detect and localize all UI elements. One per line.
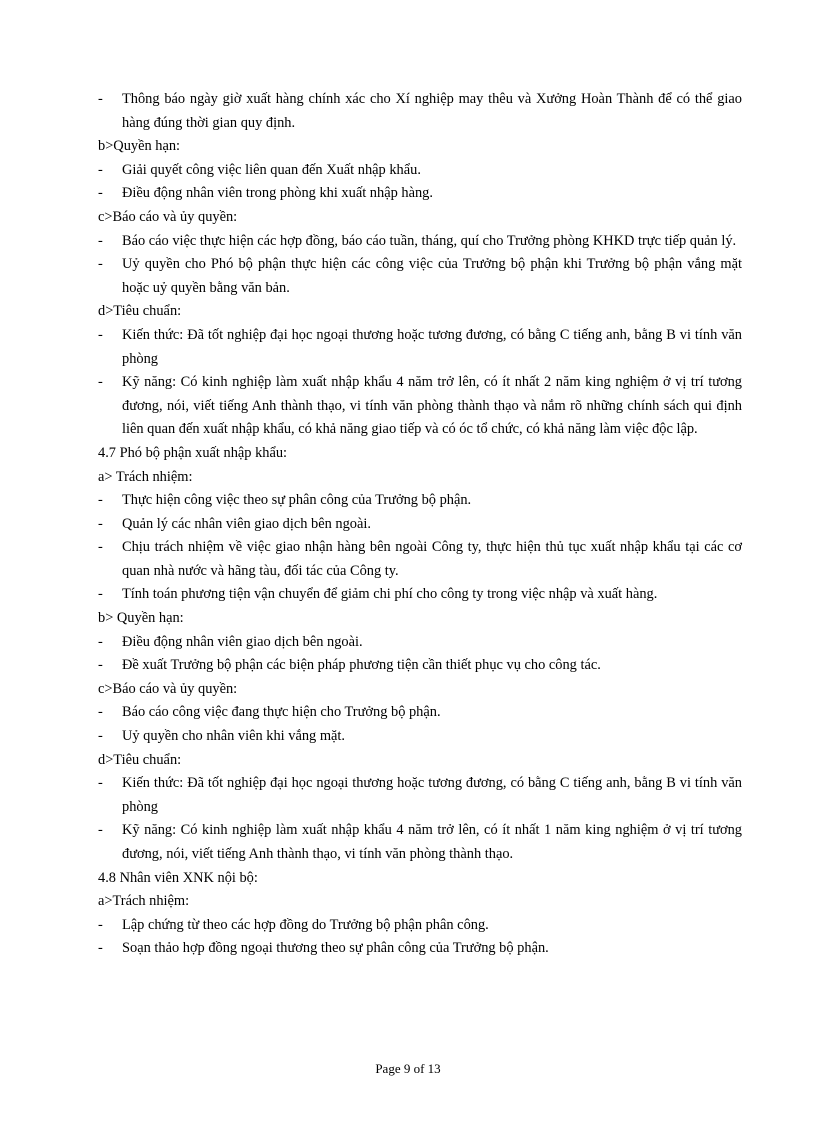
bullet-dash: -: [98, 704, 103, 721]
bullet-dash: -: [98, 657, 103, 674]
list-item: [98, 819, 742, 866]
bullet-dash: -: [98, 728, 103, 745]
bullet-dash: -: [98, 326, 103, 343]
bullet-dash: -: [98, 492, 103, 509]
bullet-dash: -: [98, 91, 103, 107]
bullet-dash: -: [98, 586, 103, 603]
list-item-text: Kiến thức: Đã tốt nghiệp đại học ngoại thương hoặc tương đương, có bằng C tiếng anh, bằng B vi tính văn phòng: [122, 775, 742, 815]
section-heading: d>Tiêu chuẩn:: [98, 303, 182, 320]
list-item-text: Uỷ quyền cho nhân viên khi vắng mặt.: [122, 728, 346, 745]
list-item-text: Báo cáo việc thực hiện các hợp đồng, báo cáo tuần, tháng, quí cho Trưởng phòng KHKD trực tiếp quản lý.: [122, 232, 737, 249]
section-heading: 4.7 Phó bộ phận xuất nhập khẩu:: [98, 444, 288, 461]
bullet-dash: -: [98, 515, 103, 532]
bullet-dash: -: [98, 374, 103, 391]
list-item: [98, 513, 742, 537]
list-item-text: Kỹ năng: Có kinh nghiệp làm xuất nhập khẩu 4 năm trở lên, có ít nhất 2 năm king nghiệm ở vị trí tương đương, nói, viết tiếng Anh thành thạo, vi tính văn phòng thành thạo và nắm rõ những chính sách qui định liên quan đến xuất nhập khẩu, có khả năng giao tiếp và có óc tổ chức, có khả năng làm việc độc lập.: [122, 374, 742, 438]
list-item: [98, 914, 742, 938]
list-item-text: Thông báo ngày giờ xuất hàng chính xác cho Xí nghiệp may thêu và Xưởng Hoàn Thành để có thể giao hàng đúng thời gian quy định.: [122, 91, 742, 131]
list-item: [98, 583, 742, 607]
list-item-text: Soạn thảo hợp đồng ngoại thương theo sự phân công của Trưởng bộ phận.: [122, 940, 549, 957]
list-item-text: Tính toán phương tiện vận chuyển để giảm chi phí cho công ty trong việc nhập và xuất hàng.: [122, 586, 658, 603]
list-item: [98, 253, 742, 300]
bullet-dash: -: [98, 256, 103, 273]
list-item-text: Uỷ quyền cho Phó bộ phận thực hiện các công việc của Trưởng bộ phận khi Trưởng bộ phận vắng mặt hoặc uỷ quyền bằng văn bản.: [122, 256, 742, 296]
list-item-text: Điều động nhân viên giao dịch bên ngoài.: [122, 633, 363, 650]
list-item-text: Quản lý các nhân viên giao dịch bên ngoài.: [122, 515, 371, 532]
list-item: [98, 159, 742, 183]
list-item: [98, 937, 742, 961]
document-body: [98, 88, 742, 961]
list-item: [98, 631, 742, 655]
bullet-dash: -: [98, 822, 103, 839]
list-item: [98, 324, 742, 371]
bullet-dash: -: [98, 161, 103, 178]
list-item: [98, 230, 742, 254]
bullet-dash: -: [98, 775, 103, 792]
section-heading: c>Báo cáo và ủy quyền:: [98, 208, 238, 225]
bullet-dash: -: [98, 185, 103, 202]
list-item-text: Báo cáo công việc đang thực hiện cho Trưởng bộ phận.: [122, 704, 441, 721]
list-item: [98, 701, 742, 725]
list-item-text: Chịu trách nhiệm về việc giao nhận hàng bên ngoài Công ty, thực hiện thủ tục xuất nhập khẩu tại các cơ quan nhà nước và hãng tàu, đối tác của Công ty.: [122, 539, 742, 579]
section-heading: a>Trách nhiệm:: [98, 893, 190, 910]
list-item: [98, 88, 742, 135]
list-item-text: Điều động nhân viên trong phòng khi xuất nhập hàng.: [122, 185, 433, 202]
list-item: [98, 725, 742, 749]
list-item: [98, 489, 742, 513]
list-item-text: Kiến thức: Đã tốt nghiệp đại học ngoại thương hoặc tương đương, có bằng C tiếng anh, bằng B vi tính văn phòng: [122, 326, 742, 367]
section-heading: b>Quyền hạn:: [98, 138, 181, 155]
section-heading: c>Báo cáo và ủy quyền:: [98, 680, 238, 697]
list-item: [98, 772, 742, 819]
bullet-dash: -: [98, 633, 103, 650]
bullet-dash: -: [98, 539, 103, 556]
section-heading: d>Tiêu chuẩn:: [98, 751, 182, 768]
list-item: [98, 371, 742, 442]
bullet-dash: -: [98, 916, 103, 933]
list-item: [98, 536, 742, 583]
bullet-dash: -: [98, 940, 103, 957]
section-heading: 4.8 Nhân viên XNK nội bộ:: [98, 869, 258, 886]
list-item-text: Đề xuất Trưởng bộ phận các biện pháp phương tiện cần thiết phục vụ cho công tác.: [122, 657, 601, 674]
bullet-dash: -: [98, 232, 103, 249]
section-heading: a> Trách nhiệm:: [98, 468, 193, 485]
list-item-text: Thực hiện công việc theo sự phân công của Trưởng bộ phận.: [122, 492, 472, 509]
list-item-text: Lập chứng từ theo các hợp đồng do Trưởng bộ phận phân công.: [122, 916, 489, 933]
page-footer: [0, 1061, 816, 1077]
list-item-text: Kỹ năng: Có kinh nghiệp làm xuất nhập khẩu 4 năm trở lên, có ít nhất 1 năm king nghiệm ở vị trí tương đương, nói, viết tiếng Anh thành thạo, vi tính văn phòng thành thạo.: [122, 822, 742, 862]
page-number: Page 9 of 13: [375, 1061, 441, 1076]
list-item: [98, 182, 742, 206]
section-heading: b> Quyền hạn:: [98, 610, 184, 627]
list-item-text: Giải quyết công việc liên quan đến Xuất nhập khẩu.: [122, 161, 421, 178]
list-item: [98, 654, 742, 678]
